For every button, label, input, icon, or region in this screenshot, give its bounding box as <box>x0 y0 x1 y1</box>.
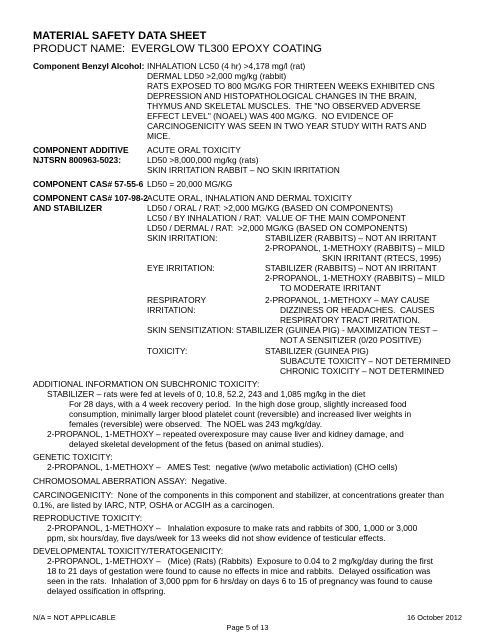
benzyl-line: RATS EXPOSED TO 800 MG/KG FOR THIRTEEN WEEKS EXHIBITED CNS <box>147 81 435 91</box>
additive-line: LD50 >8,000,000 mg/kg (rats) <box>147 155 259 165</box>
additive-label: COMPONENT ADDITIVE <box>33 145 129 155</box>
eye-irritation-line: STABILIZER (RABBITS) – NOT AN IRRITANT <box>265 263 437 273</box>
sensitization-label: SKIN SENSITIZATION: <box>147 325 234 335</box>
benzyl-line: DERMAL LD50 >2,000 mg/kg (rabbit) <box>147 71 287 81</box>
benzyl-line: CARCINOGENICITY WAS SEEN IN TWO YEAR STUDY WITH RATS AND <box>147 121 427 131</box>
toxicity-line: SUBACUTE TOXICITY – NOT DETERMINED <box>280 356 451 366</box>
toxicity-line: STABILIZER (GUINEA PIG) <box>265 346 369 356</box>
toxicity-line: CHRONIC TOXICITY – NOT DETERMINED <box>280 366 445 376</box>
additional-stabilizer-detail: females (reversible) were observed. The NOEL was 243 mg/kg/day. <box>69 419 323 429</box>
document-title: MATERIAL SAFETY DATA SHEET <box>33 30 207 42</box>
cas107-line: ACUTE ORAL, INHALATION AND DERMAL TOXICITY <box>147 193 352 203</box>
additional-stabilizer-detail: consumption, minimally larger blood platelet count (reversible) and increased liver weights in <box>69 409 412 419</box>
reproductive-heading: REPRODUCTIVE TOXICITY: <box>33 513 143 523</box>
benzyl-line: INHALATION LC50 (4 hr) >4,178 mg/l (rat) <box>147 61 306 71</box>
genetic-line: 2-PROPANOL, 1-METHOXY – AMES Test: negative (w/wo metabolic activiation) (CHO cells) <box>47 462 398 472</box>
benzyl-label: Component Benzyl Alcohol: <box>33 61 145 71</box>
skin-irritation-line: 2-PROPANOL, 1-METHOXY (RABBITS) – MILD <box>265 243 445 253</box>
developmental-line: seen in the rats. Inhalation of 3,000 ppm for 6 hrs/day on days 6 to 15 of pregnancy was found to cause <box>47 576 433 586</box>
benzyl-line: THYMUS AND SKELETAL MUSCLES. THE "NO OBSERVED ADVERSE <box>147 101 421 111</box>
skin-irritation-line: STABILIZER (RABBITS) – NOT AN IRRITANT <box>265 233 437 243</box>
developmental-line: 2-PROPANOL, 1-METHOXY – (Mice) (Rats) (Rabbits) Exposure to 0.04 to 2 mg/kg/day during the first <box>47 556 434 566</box>
reproductive-line: 2-PROPANOL, 1-METHOXY – Inhalation exposure to make rats and rabbits of 300, 1,000 or 3,000 <box>47 523 418 533</box>
cas107-line: LC50 / BY INHALATION / RAT: VALUE OF THE MAIN COMPONENT <box>147 213 406 223</box>
respiratory-line: 2-PROPANOL, 1-METHOXY – MAY CAUSE <box>265 295 430 305</box>
additional-stabilizer-detail: For 28 days, with a 4 week recovery period. In the high dose group, slightly increased food <box>69 399 407 409</box>
carcinogenicity-line: CARCINOGENICITY: None of the components in this component and stabilizer, at concentrations greater than <box>33 490 445 500</box>
skin-irritation-label: SKIN IRRITATION: <box>147 233 218 243</box>
additive-label: NJTSRN 800963-5023: <box>33 155 121 165</box>
skin-irritation-line: SKIN IRRITANT (RTECS, 1995) <box>322 253 442 263</box>
sensitization-line: STABILIZER (GUINEA PIG) - MAXIMIZATION TEST – <box>236 325 438 335</box>
eye-irritation-line: TO MODERATE IRRITANT <box>280 283 381 293</box>
additive-line: ACUTE ORAL TOXICITY <box>147 145 241 155</box>
additional-stabilizer: STABILIZER – rats were fed at levels of 0, 10.8, 52.2, 243 and 1,085 mg/kg in the diet <box>47 389 366 399</box>
cas107-line: LD50 / DERMAL / RAT: >2,000 MG/KG (BASED ON COMPONENTS) <box>147 223 408 233</box>
developmental-heading: DEVELOPMENTAL TOXICITY/TERATOGENICITY: <box>33 546 224 556</box>
benzyl-line: MICE. <box>147 131 171 141</box>
cas57-value: LD50 = 20,000 MG/KG <box>147 179 233 189</box>
eye-irritation-line: 2-PROPANOL, 1-METHOXY (RABBITS) – MILD <box>265 273 445 283</box>
eye-irritation-label: EYE IRRITATION: <box>147 263 215 273</box>
reproductive-line: ppm, six hours/day, five days/week for 13 weeks did not show evidence of testicular effects. <box>47 533 386 543</box>
developmental-line: delayed ossification in offspring. <box>47 586 166 596</box>
footer-date: 16 October 2012 <box>406 613 462 622</box>
toxicity-label: TOXICITY: <box>147 346 188 356</box>
additional-heading: ADDITIONAL INFORMATION ON SUBCHRONIC TOXICITY: <box>33 379 260 389</box>
cas57-label: COMPONENT CAS# 57-55-6 <box>33 179 144 189</box>
additional-propanol: 2-PROPANOL, 1-METHOXY – repeated overexposure may cause liver and kidney damage, and <box>47 429 404 439</box>
chromosomal-line: CHROMOSOMAL ABERRATION ASSAY: Negative. <box>33 476 227 486</box>
carcinogenicity-line: 0.1%, are listed by IARC, NTP, OSHA or ACGIH as a carcinogen. <box>33 500 275 510</box>
product-name: PRODUCT NAME: EVERGLOW TL300 EPOXY COATING <box>33 43 322 55</box>
respiratory-line: RESPIRATORY TRACT IRRITATION. <box>280 315 420 325</box>
cas107-label: AND STABILIZER <box>33 203 103 213</box>
additive-line: SKIN IRRITATION RABBIT – NO SKIN IRRITATION <box>147 165 340 175</box>
footer-note: N/A = NOT APPLICABLE <box>33 613 116 622</box>
genetic-heading: GENETIC TOXICITY: <box>33 452 113 462</box>
cas107-label: COMPONENT CAS# 107-98-2 <box>33 193 148 203</box>
respiratory-label: IRRITATION: <box>147 305 196 315</box>
additional-propanol-detail: delayed skeletal development of the fetus (based on animal studies). <box>69 439 324 449</box>
benzyl-line: DEPRESSION AND HISTOPATHOLOGICAL CHANGES IN THE BRAIN, <box>147 91 417 101</box>
cas107-line: LD50 / ORAL / RAT: >2,000 MG/KG (BASED ON COMPONENTS) <box>147 203 393 213</box>
respiratory-line: DIZZINESS OR HEADACHES. CAUSES <box>280 305 435 315</box>
sensitization-line: NOT A SENSITIZER (0/20 POSITIVE) <box>280 335 422 345</box>
page-number: Page 5 of 13 <box>226 623 269 632</box>
developmental-line: 18 to 21 days of gestation were found to cause no effects in mice and rabbits. Delayed ossification was <box>47 566 431 576</box>
respiratory-label: RESPIRATORY <box>147 295 207 305</box>
benzyl-line: EFFECT LEVEL" (NOAEL) WAS 400 MG/KG. NO EVIDENCE OF <box>147 111 394 121</box>
